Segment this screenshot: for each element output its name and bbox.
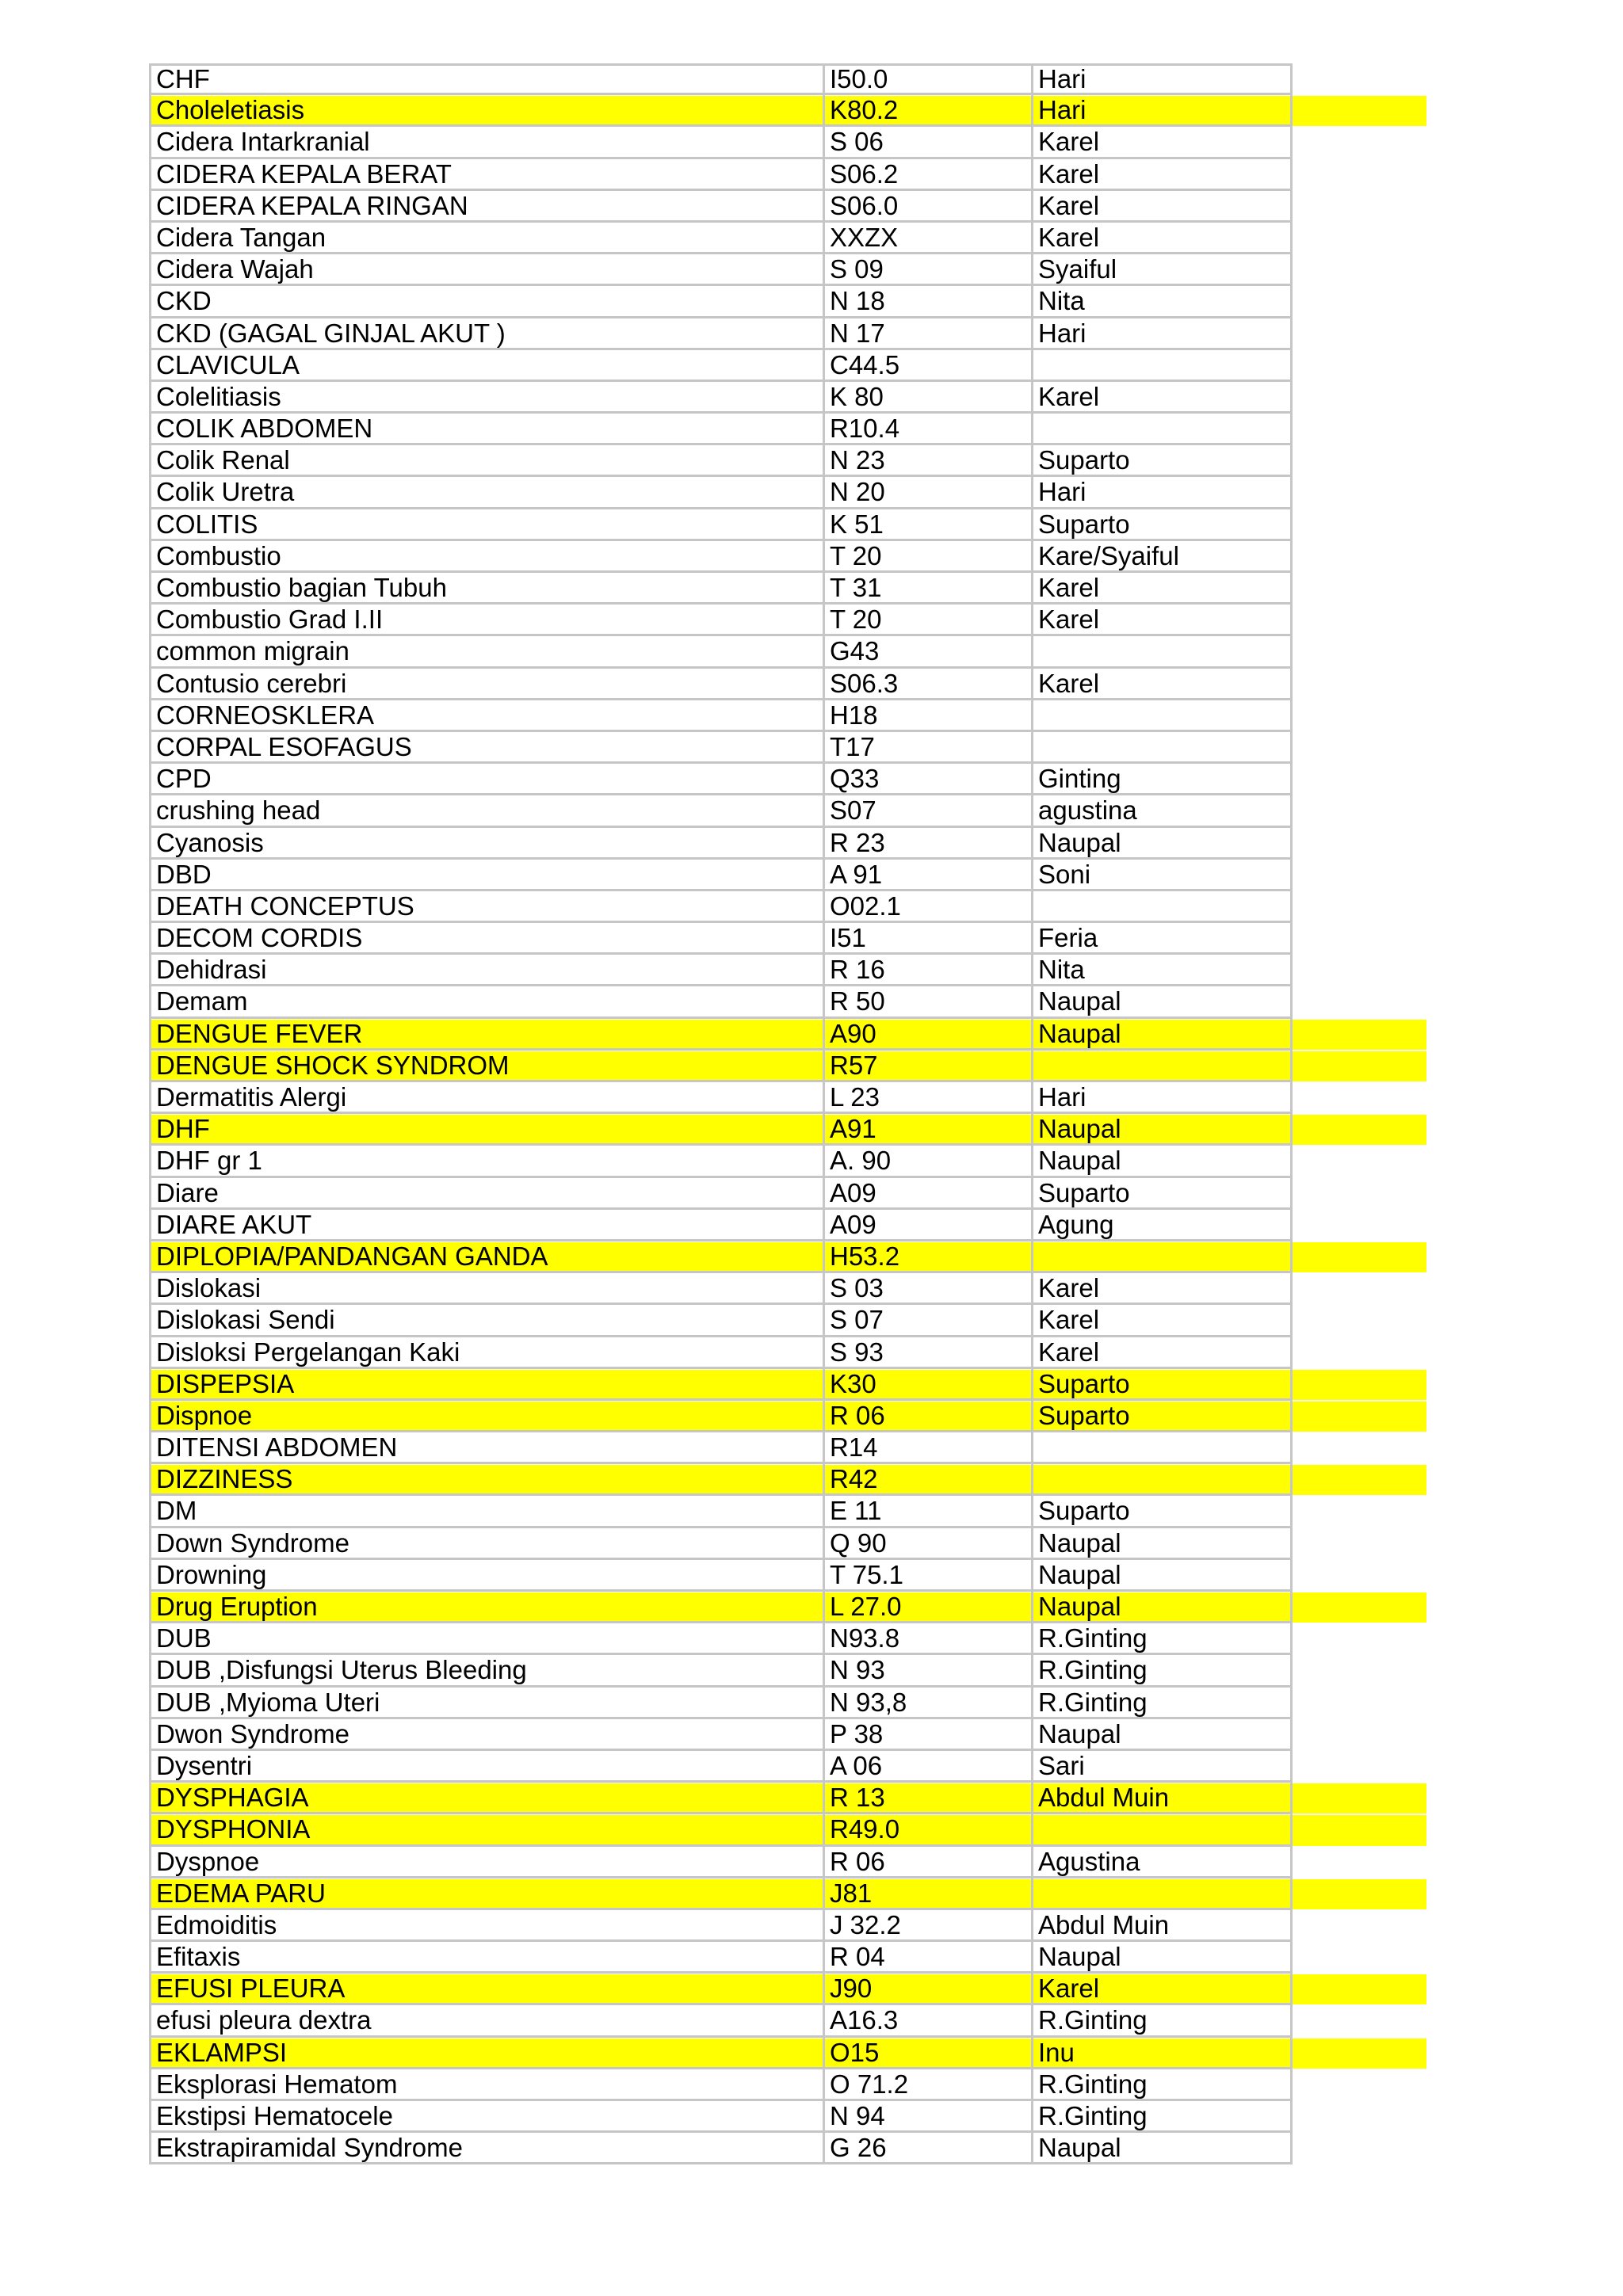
doctor-cell[interactable]: R.Ginting — [1031, 1655, 1293, 1687]
table-row — [149, 1878, 1426, 1910]
doctor-cell[interactable] — [1031, 732, 1293, 764]
icd-code-cell[interactable]: L 23 — [823, 1082, 1031, 1114]
diagnosis-cell[interactable]: CIDERA KEPALA RINGAN — [149, 191, 823, 223]
diagnosis-cell[interactable]: DIARE AKUT — [149, 1210, 823, 1241]
diagnosis-cell[interactable]: Cidera Intarkranial — [149, 127, 823, 158]
doctor-cell[interactable]: Naupal — [1031, 1942, 1293, 1974]
table-row — [149, 1942, 1426, 1974]
doctor-cell[interactable]: Suparto — [1031, 1401, 1293, 1432]
icd-code-cell[interactable]: K 51 — [823, 509, 1031, 541]
table-row — [149, 477, 1426, 509]
diagnosis-cell[interactable]: CKD — [149, 286, 823, 318]
table-row — [149, 700, 1426, 732]
doctor-cell[interactable]: Karel — [1031, 605, 1293, 636]
doctor-cell[interactable]: Naupal — [1031, 986, 1293, 1018]
diagnosis-cell[interactable]: DEATH CONCEPTUS — [149, 891, 823, 923]
doctor-cell[interactable]: Naupal — [1031, 1560, 1293, 1592]
doctor-cell[interactable] — [1031, 636, 1293, 668]
doctor-cell[interactable]: R.Ginting — [1031, 1623, 1293, 1655]
diagnosis-cell[interactable]: DENGUE SHOCK SYNDROM — [149, 1051, 823, 1082]
icd-code-cell[interactable]: A09 — [823, 1210, 1031, 1241]
icd-code-cell[interactable]: T 31 — [823, 573, 1031, 605]
table-row — [149, 2038, 1426, 2069]
icd-code-cell[interactable]: R49.0 — [823, 1814, 1031, 1846]
doctor-cell[interactable]: Suparto — [1031, 445, 1293, 477]
table-row — [149, 1082, 1426, 1114]
table-row — [149, 2069, 1426, 2101]
table-row — [149, 1241, 1426, 1273]
doctor-cell[interactable] — [1031, 1051, 1293, 1082]
icd-code-cell[interactable]: K 80 — [823, 382, 1031, 414]
diagnosis-cell[interactable]: CORNEOSKLERA — [149, 700, 823, 732]
table-row — [149, 1688, 1426, 1719]
doctor-cell[interactable]: Suparto — [1031, 1496, 1293, 1527]
diagnosis-cell[interactable]: DECOM CORDIS — [149, 923, 823, 955]
diagnosis-cell[interactable]: Dehidrasi — [149, 955, 823, 986]
table-row — [149, 986, 1426, 1018]
table-row — [149, 414, 1426, 445]
doctor-cell[interactable]: agustina — [1031, 795, 1293, 827]
doctor-cell[interactable]: Karel — [1031, 223, 1293, 254]
icd-code-cell[interactable]: R 06 — [823, 1847, 1031, 1878]
doctor-cell[interactable]: Hari — [1031, 95, 1293, 127]
diagnosis-cell[interactable]: Down Syndrome — [149, 1528, 823, 1560]
doctor-cell[interactable]: Karel — [1031, 1337, 1293, 1369]
doctor-cell[interactable]: Naupal — [1031, 1019, 1293, 1051]
doctor-cell[interactable]: Sari — [1031, 1751, 1293, 1783]
doctor-cell[interactable]: R.Ginting — [1031, 2005, 1293, 2037]
diagnosis-cell[interactable]: Combustio — [149, 541, 823, 573]
table-row — [149, 2005, 1426, 2037]
icd-code-cell[interactable]: P 38 — [823, 1719, 1031, 1751]
diagnosis-cell[interactable]: COLIK ABDOMEN — [149, 414, 823, 445]
icd-code-cell[interactable]: R 06 — [823, 1401, 1031, 1432]
icd-code-cell[interactable]: R 50 — [823, 986, 1031, 1018]
doctor-cell[interactable]: Karel — [1031, 1273, 1293, 1305]
icd-code-cell[interactable]: N93.8 — [823, 1623, 1031, 1655]
table-row — [149, 2133, 1426, 2164]
icd-code-cell[interactable]: J 32.2 — [823, 1910, 1031, 1942]
icd-code-cell[interactable]: Q 90 — [823, 1528, 1031, 1560]
icd-code-cell[interactable]: N 17 — [823, 318, 1031, 350]
doctor-cell[interactable]: Syaiful — [1031, 254, 1293, 286]
diagnosis-cell[interactable]: DYSPHONIA — [149, 1814, 823, 1846]
table-row — [149, 223, 1426, 254]
doctor-cell[interactable]: Karel — [1031, 669, 1293, 700]
doctor-cell[interactable] — [1031, 1878, 1293, 1910]
diagnosis-cell[interactable]: DHF — [149, 1114, 823, 1146]
diagnosis-cell[interactable]: COLITIS — [149, 509, 823, 541]
diagnosis-cell[interactable]: Demam — [149, 986, 823, 1018]
table-row — [149, 1496, 1426, 1527]
table-row — [149, 573, 1426, 605]
doctor-cell[interactable]: Suparto — [1031, 1178, 1293, 1210]
table-row — [149, 286, 1426, 318]
table-row — [149, 509, 1426, 541]
table-row — [149, 1974, 1426, 2005]
icd-code-cell[interactable]: J81 — [823, 1878, 1031, 1910]
doctor-cell[interactable]: Karel — [1031, 127, 1293, 158]
table-row — [149, 445, 1426, 477]
icd-code-cell[interactable]: G43 — [823, 636, 1031, 668]
table-row — [149, 1019, 1426, 1051]
icd-code-cell[interactable]: T 75.1 — [823, 1560, 1031, 1592]
doctor-cell[interactable]: Ginting — [1031, 764, 1293, 795]
diagnosis-cell[interactable]: Dislokasi Sendi — [149, 1305, 823, 1337]
diagnosis-cell[interactable]: DYSPHAGIA — [149, 1783, 823, 1814]
doctor-cell[interactable]: Karel — [1031, 159, 1293, 191]
doctor-cell[interactable]: Agustina — [1031, 1847, 1293, 1878]
doctor-cell[interactable]: R.Ginting — [1031, 1688, 1293, 1719]
doctor-cell[interactable]: Hari — [1031, 1082, 1293, 1114]
table-row — [149, 254, 1426, 286]
diagnosis-cell[interactable]: Ekstrapiramidal Syndrome — [149, 2133, 823, 2164]
diagnosis-cell[interactable]: DENGUE FEVER — [149, 1019, 823, 1051]
icd-code-cell[interactable]: I51 — [823, 923, 1031, 955]
icd-code-cell[interactable]: S 03 — [823, 1273, 1031, 1305]
doctor-cell[interactable] — [1031, 700, 1293, 732]
table-row — [149, 1401, 1426, 1432]
icd-code-cell[interactable]: A 91 — [823, 860, 1031, 891]
diagnosis-cell[interactable]: Colelitiasis — [149, 382, 823, 414]
table-row — [149, 1114, 1426, 1146]
diagnosis-cell[interactable]: Dislokasi — [149, 1273, 823, 1305]
icd-code-cell[interactable]: N 94 — [823, 2101, 1031, 2133]
doctor-cell[interactable]: Karel — [1031, 573, 1293, 605]
icd-code-cell[interactable]: R 04 — [823, 1942, 1031, 1974]
icd-code-cell[interactable]: E 11 — [823, 1496, 1031, 1527]
doctor-cell[interactable]: Karel — [1031, 382, 1293, 414]
diagnosis-cell[interactable]: DUB ,Disfungsi Uterus Bleeding — [149, 1655, 823, 1687]
diagnosis-cell[interactable]: Dermatitis Alergi — [149, 1082, 823, 1114]
diagnosis-cell[interactable]: Colik Renal — [149, 445, 823, 477]
icd-code-cell[interactable]: C44.5 — [823, 350, 1031, 382]
doctor-cell[interactable]: Inu — [1031, 2038, 1293, 2069]
diagnosis-cell[interactable]: Drug Eruption — [149, 1592, 823, 1623]
icd-code-cell[interactable]: O02.1 — [823, 891, 1031, 923]
icd-code-cell[interactable]: O15 — [823, 2038, 1031, 2069]
icd-code-cell[interactable]: S07 — [823, 795, 1031, 827]
table-row — [149, 1528, 1426, 1560]
diagnosis-cell[interactable]: Dwon Syndrome — [149, 1719, 823, 1751]
icd-code-cell[interactable]: N 18 — [823, 286, 1031, 318]
diagnosis-cell[interactable]: DUB ,Myioma Uteri — [149, 1688, 823, 1719]
doctor-cell[interactable]: Nita — [1031, 955, 1293, 986]
icd-code-cell[interactable]: N 93 — [823, 1655, 1031, 1687]
table-row — [149, 605, 1426, 636]
table-row — [149, 955, 1426, 986]
diagnosis-cell[interactable]: Diare — [149, 1178, 823, 1210]
table-row — [149, 1369, 1426, 1401]
doctor-cell[interactable]: Kare/Syaiful — [1031, 541, 1293, 573]
diagnosis-cell[interactable]: EFUSI PLEURA — [149, 1974, 823, 2005]
diagnosis-cell[interactable]: EDEMA PARU — [149, 1878, 823, 1910]
doctor-cell[interactable] — [1031, 414, 1293, 445]
table-row — [149, 1655, 1426, 1687]
icd-code-cell[interactable]: S06.0 — [823, 191, 1031, 223]
table-row — [149, 63, 1426, 95]
diagnosis-cell[interactable]: Dyspnoe — [149, 1847, 823, 1878]
doctor-cell[interactable] — [1031, 350, 1293, 382]
table-row — [149, 1432, 1426, 1464]
diagnosis-cell[interactable]: Ekstipsi Hematocele — [149, 2101, 823, 2133]
diagnosis-cell[interactable]: DIPLOPIA/PANDANGAN GANDA — [149, 1241, 823, 1273]
doctor-cell[interactable]: Abdul Muin — [1031, 1783, 1293, 1814]
diagnosis-cell[interactable]: DITENSI ABDOMEN — [149, 1432, 823, 1464]
icd-code-cell[interactable]: O 71.2 — [823, 2069, 1031, 2101]
table-row — [149, 350, 1426, 382]
doctor-cell[interactable]: Soni — [1031, 860, 1293, 891]
icd-code-cell[interactable]: N 93,8 — [823, 1688, 1031, 1719]
table-row — [149, 1146, 1426, 1177]
diagnosis-cell[interactable]: DUB — [149, 1623, 823, 1655]
table-row — [149, 1210, 1426, 1241]
icd-code-cell[interactable]: R 23 — [823, 828, 1031, 860]
icd-code-cell[interactable]: J90 — [823, 1974, 1031, 2005]
doctor-cell[interactable] — [1031, 1432, 1293, 1464]
icd-code-cell[interactable]: G 26 — [823, 2133, 1031, 2164]
table-row — [149, 1337, 1426, 1369]
icd-code-cell[interactable]: A91 — [823, 1114, 1031, 1146]
diagnosis-cell[interactable]: Drowning — [149, 1560, 823, 1592]
table-row — [149, 191, 1426, 223]
doctor-cell[interactable]: Hari — [1031, 318, 1293, 350]
diagnosis-cell[interactable]: Eksplorasi Hematom — [149, 2069, 823, 2101]
icd-code-cell[interactable]: Q33 — [823, 764, 1031, 795]
icd-code-cell[interactable]: A90 — [823, 1019, 1031, 1051]
icd-code-cell[interactable]: S06.2 — [823, 159, 1031, 191]
doctor-cell[interactable]: Naupal — [1031, 1114, 1293, 1146]
table-row — [149, 1751, 1426, 1783]
icd-code-cell[interactable]: L 27.0 — [823, 1592, 1031, 1623]
doctor-cell[interactable]: Naupal — [1031, 1146, 1293, 1177]
doctor-cell[interactable]: R.Ginting — [1031, 2101, 1293, 2133]
doctor-cell[interactable]: Karel — [1031, 1305, 1293, 1337]
table-row — [149, 1178, 1426, 1210]
doctor-cell[interactable] — [1031, 1241, 1293, 1273]
doctor-cell[interactable] — [1031, 1464, 1293, 1496]
diagnosis-cell[interactable]: DIZZINESS — [149, 1464, 823, 1496]
diagnosis-cell[interactable]: Combustio bagian Tubuh — [149, 573, 823, 605]
icd-code-cell[interactable]: T 20 — [823, 605, 1031, 636]
diagnosis-cell[interactable]: crushing head — [149, 795, 823, 827]
diagnosis-cell[interactable]: DM — [149, 1496, 823, 1527]
icd-code-cell[interactable]: I50.0 — [823, 63, 1031, 95]
diagnosis-cell[interactable]: CHF — [149, 63, 823, 95]
diagnosis-cell[interactable]: Dispnoe — [149, 1401, 823, 1432]
table-row — [149, 732, 1426, 764]
diagnosis-cell[interactable]: Cidera Tangan — [149, 223, 823, 254]
table-row — [149, 795, 1426, 827]
diagnosis-cell[interactable]: Contusio cerebri — [149, 669, 823, 700]
icd-code-cell[interactable]: A16.3 — [823, 2005, 1031, 2037]
doctor-cell[interactable]: Karel — [1031, 191, 1293, 223]
doctor-cell[interactable]: Feria — [1031, 923, 1293, 955]
diagnosis-cell[interactable]: Choleletiasis — [149, 95, 823, 127]
diagnosis-cell[interactable]: efusi pleura dextra — [149, 2005, 823, 2037]
diagnosis-cell[interactable]: Edmoiditis — [149, 1910, 823, 1942]
icd-code-cell[interactable]: T 20 — [823, 541, 1031, 573]
table-row — [149, 1719, 1426, 1751]
icd-code-cell[interactable]: R42 — [823, 1464, 1031, 1496]
table-row — [149, 318, 1426, 350]
table-row — [149, 636, 1426, 668]
table-row — [149, 923, 1426, 955]
diagnosis-cell[interactable]: DHF gr 1 — [149, 1146, 823, 1177]
table-row — [149, 1305, 1426, 1337]
table-row — [149, 1464, 1426, 1496]
diagnosis-cell[interactable]: Cyanosis — [149, 828, 823, 860]
diagnosis-cell[interactable]: Colik Uretra — [149, 477, 823, 509]
table-row — [149, 828, 1426, 860]
doctor-cell[interactable]: Hari — [1031, 477, 1293, 509]
diagnosis-cell[interactable]: CLAVICULA — [149, 350, 823, 382]
spreadsheet-table — [149, 63, 1426, 2164]
table-row — [149, 382, 1426, 414]
icd-code-cell[interactable]: A 06 — [823, 1751, 1031, 1783]
icd-code-cell[interactable]: N 20 — [823, 477, 1031, 509]
doctor-cell[interactable]: Suparto — [1031, 1369, 1293, 1401]
diagnosis-cell[interactable]: CPD — [149, 764, 823, 795]
icd-code-cell[interactable]: H53.2 — [823, 1241, 1031, 1273]
diagnosis-cell[interactable]: Combustio Grad I.II — [149, 605, 823, 636]
icd-code-cell[interactable]: R 16 — [823, 955, 1031, 986]
icd-code-cell[interactable]: K30 — [823, 1369, 1031, 1401]
diagnosis-cell[interactable]: DBD — [149, 860, 823, 891]
diagnosis-cell[interactable]: Cidera Wajah — [149, 254, 823, 286]
icd-code-cell[interactable]: H18 — [823, 700, 1031, 732]
doctor-cell[interactable]: Naupal — [1031, 828, 1293, 860]
table-row — [149, 1273, 1426, 1305]
icd-code-cell[interactable]: N 23 — [823, 445, 1031, 477]
diagnosis-cell[interactable]: EKLAMPSI — [149, 2038, 823, 2069]
doctor-cell[interactable] — [1031, 891, 1293, 923]
table-row — [149, 159, 1426, 191]
icd-code-cell[interactable]: K80.2 — [823, 95, 1031, 127]
doctor-cell[interactable]: Suparto — [1031, 509, 1293, 541]
doctor-cell[interactable]: Nita — [1031, 286, 1293, 318]
diagnosis-cell[interactable]: common migrain — [149, 636, 823, 668]
icd-code-cell[interactable]: R14 — [823, 1432, 1031, 1464]
icd-code-cell[interactable]: S 09 — [823, 254, 1031, 286]
icd-code-cell[interactable]: S 93 — [823, 1337, 1031, 1369]
icd-code-cell[interactable]: XXZX — [823, 223, 1031, 254]
diagnosis-cell[interactable]: CIDERA KEPALA BERAT — [149, 159, 823, 191]
table-row — [149, 1560, 1426, 1592]
table-row — [149, 1783, 1426, 1814]
icd-code-cell[interactable]: T17 — [823, 732, 1031, 764]
table-row — [149, 1847, 1426, 1878]
table-row — [149, 860, 1426, 891]
icd-code-cell[interactable]: A09 — [823, 1178, 1031, 1210]
doctor-cell[interactable]: Naupal — [1031, 1719, 1293, 1751]
diagnosis-cell[interactable]: CORPAL ESOFAGUS — [149, 732, 823, 764]
icd-code-cell[interactable]: R 13 — [823, 1783, 1031, 1814]
table-row — [149, 1814, 1426, 1846]
icd-code-cell[interactable]: R57 — [823, 1051, 1031, 1082]
table-row — [149, 764, 1426, 795]
diagnosis-cell[interactable]: DISPEPSIA — [149, 1369, 823, 1401]
table-row — [149, 1051, 1426, 1082]
icd-code-cell[interactable]: A. 90 — [823, 1146, 1031, 1177]
doctor-cell[interactable]: Abdul Muin — [1031, 1910, 1293, 1942]
doctor-cell[interactable] — [1031, 1814, 1293, 1846]
icd-code-cell[interactable]: S 07 — [823, 1305, 1031, 1337]
diagnosis-cell[interactable]: CKD (GAGAL GINJAL AKUT ) — [149, 318, 823, 350]
diagnosis-cell[interactable]: Efitaxis — [149, 1942, 823, 1974]
doctor-cell[interactable]: Naupal — [1031, 1528, 1293, 1560]
doctor-cell[interactable]: Karel — [1031, 1974, 1293, 2005]
icd-code-cell[interactable]: S 06 — [823, 127, 1031, 158]
table-row — [149, 541, 1426, 573]
icd-code-cell[interactable]: R10.4 — [823, 414, 1031, 445]
table-row — [149, 127, 1426, 158]
doctor-cell[interactable]: Hari — [1031, 63, 1293, 95]
table-row — [149, 669, 1426, 700]
table-row — [149, 1910, 1426, 1942]
doctor-cell[interactable]: Agung — [1031, 1210, 1293, 1241]
table-row — [149, 1592, 1426, 1623]
doctor-cell[interactable]: R.Ginting — [1031, 2069, 1293, 2101]
diagnosis-cell[interactable]: Dysentri — [149, 1751, 823, 1783]
icd-code-cell[interactable]: S06.3 — [823, 669, 1031, 700]
diagnosis-cell[interactable]: Disloksi Pergelangan Kaki — [149, 1337, 823, 1369]
table-row — [149, 2101, 1426, 2133]
table-row — [149, 891, 1426, 923]
doctor-cell[interactable]: Naupal — [1031, 2133, 1293, 2164]
doctor-cell[interactable]: Naupal — [1031, 1592, 1293, 1623]
table-row — [149, 95, 1426, 127]
table-row — [149, 1623, 1426, 1655]
